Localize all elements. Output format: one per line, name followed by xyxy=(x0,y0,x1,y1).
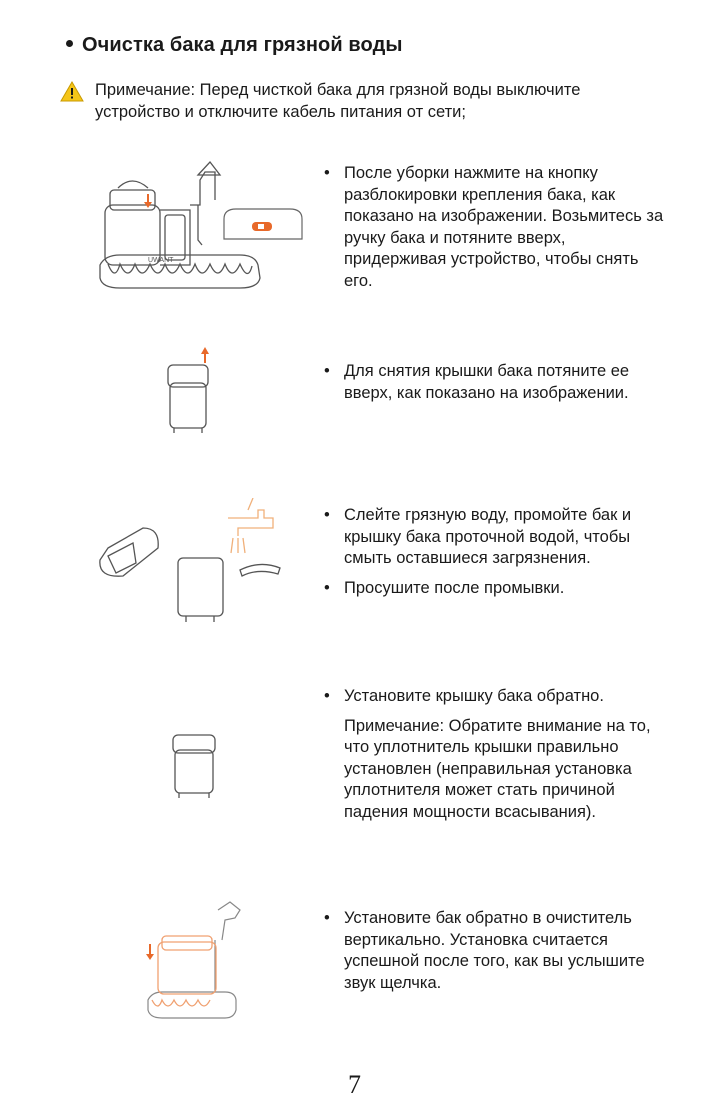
bullet-dot xyxy=(66,40,73,47)
list-item: • Установите крышку бака обратно. xyxy=(324,687,604,705)
list-item: • После уборки нажмите на кнопку разблокировки крепления бака, как показано на изображении. Возьмитесь за ручку бака и потяните вверх, придерживая устройство, чтобы снять его. xyxy=(324,164,664,290)
illustration-unlock-button xyxy=(222,207,304,241)
illustration-rinse-tank xyxy=(88,498,288,628)
section-heading: Очистка бака для грязной воды xyxy=(66,34,403,57)
warning-note: Примечание: Перед чисткой бака для грязной воды выключите устройство и отключите кабель питания от сети; xyxy=(60,79,660,123)
page-number: 7 xyxy=(348,1070,361,1099)
illustration-remove-lid xyxy=(160,345,220,435)
warning-icon xyxy=(60,81,84,102)
step-2 xyxy=(320,361,665,412)
list-item: • Для снятия крышки бака потяните ее вверх, как показано на изображении. xyxy=(324,362,630,402)
illustration-reinstall-tank xyxy=(140,900,250,1020)
step-5 xyxy=(320,908,665,1002)
step-1 xyxy=(320,163,665,300)
list-item: • Просушите после промывки. xyxy=(324,578,565,597)
brand-label: UWANT xyxy=(148,257,174,264)
step-4 xyxy=(320,686,665,823)
step-3 xyxy=(320,505,665,607)
list-item: • Установите бак обратно в очиститель вертикально. Установка считается успешной после того, как вы услышите звук щелчка. xyxy=(324,909,645,992)
list-item: • Слейте грязную воду, промойте бак и крышку бака проточной водой, чтобы смыть оставшиеся загрязнения. xyxy=(324,506,632,567)
illustration-install-lid xyxy=(165,730,225,800)
step-note: Примечание: Обратите внимание на то, что уплотнитель крышки правильно установлен (неправильная установка уплотнителя может стать причиной падения мощности всасывания). xyxy=(344,716,651,821)
